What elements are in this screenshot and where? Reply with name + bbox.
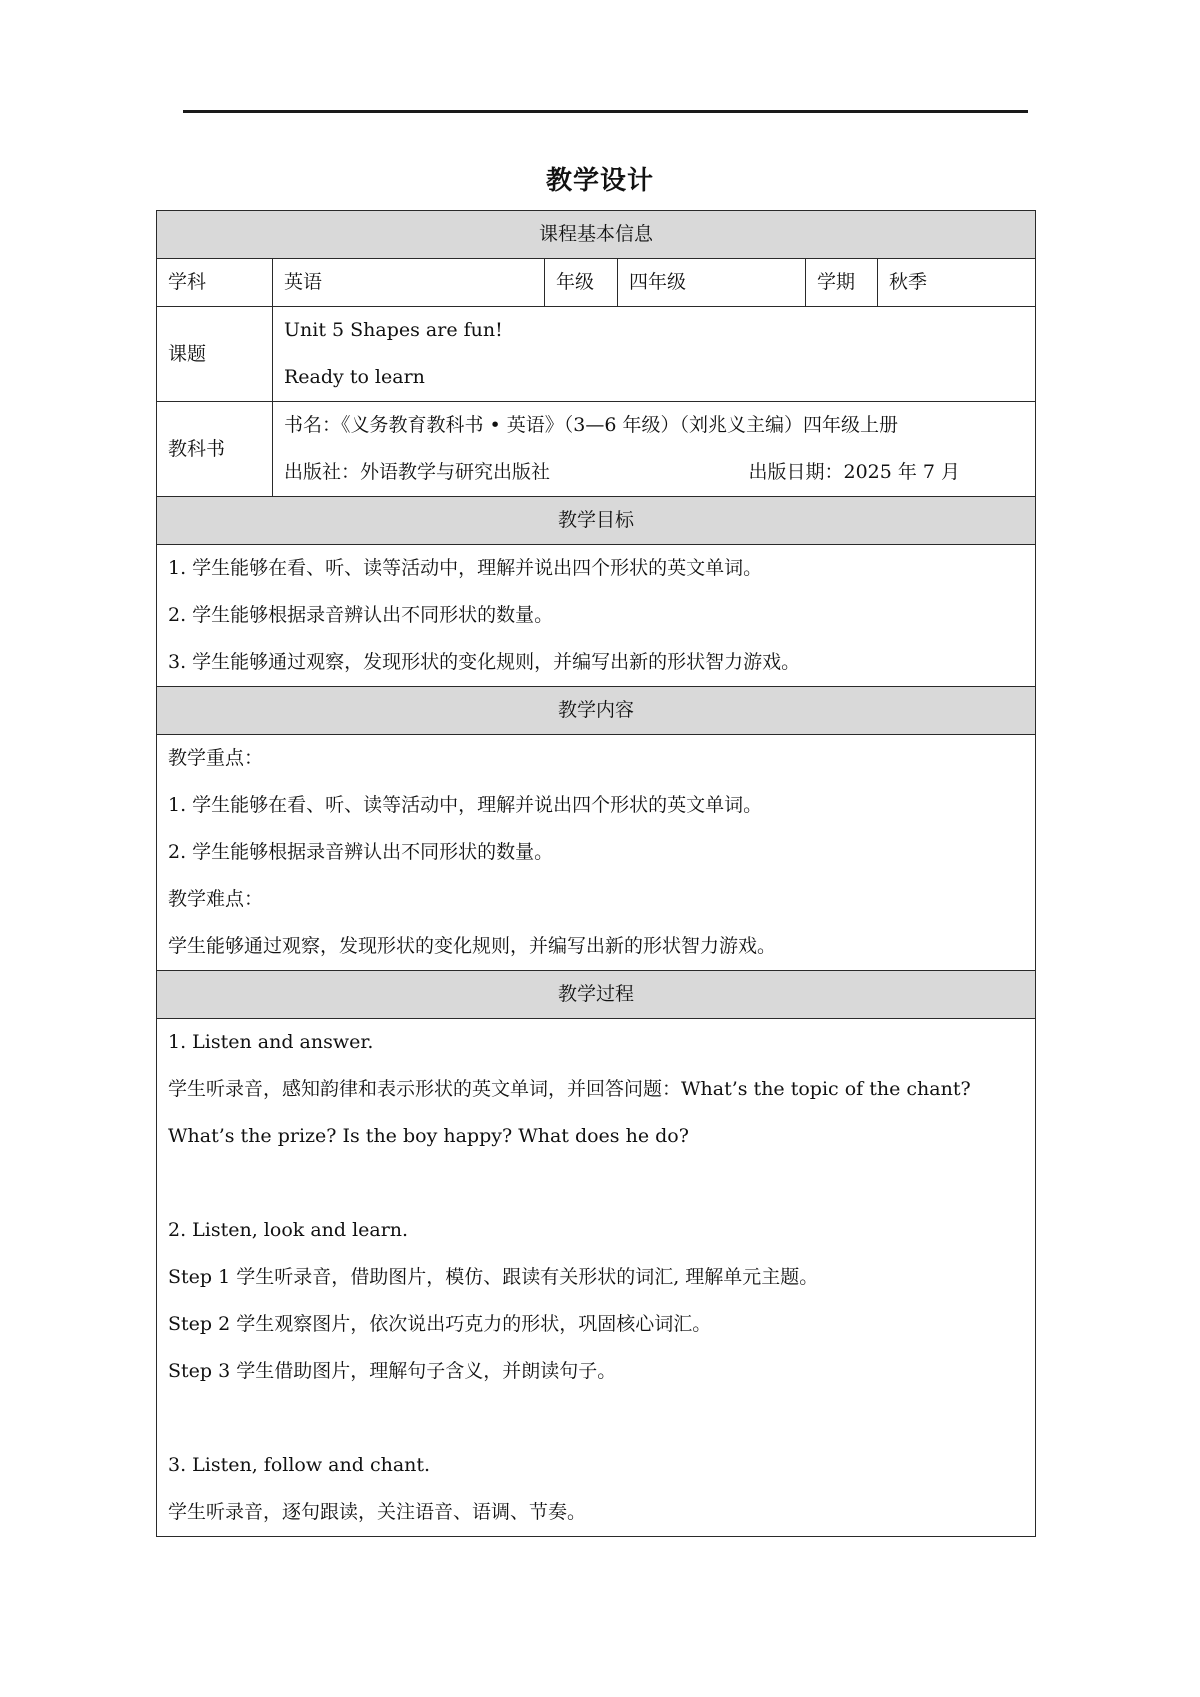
topic-value — [273, 307, 1036, 402]
difficult-points-label: 教学难点： — [168, 888, 264, 910]
process-header-row — [157, 971, 1036, 1019]
textbook-value — [273, 402, 1036, 497]
objectives-body — [157, 545, 1036, 687]
topic-line: Unit 5 Shapes are fun! — [284, 319, 503, 341]
textbook-book: 书名：《义务教育教科书 • 英语》（3—6 年级）（刘兆义主编）四年级上册 — [284, 414, 899, 436]
content-row — [157, 735, 1036, 971]
difficult-point-item: 学生能够通过观察，发现形状的变化规则，并编写出新的形状智力游戏。 — [168, 935, 777, 957]
step1-title: 1. Listen and answer. — [168, 1031, 374, 1053]
step1-line: 学生听录音，感知韵律和表示形状的英文单词，并回答问题：What’s the topic of the chant? — [168, 1078, 971, 1100]
topic-label: 课题 — [157, 307, 273, 402]
basic-info-header: 课程基本信息 — [157, 211, 1036, 259]
blank-line — [168, 1160, 1024, 1207]
basic-info-header-row — [157, 211, 1036, 259]
step2-line: Step 1 学生听录音，借助图片，模仿、跟读有关形状的词汇, 理解单元主题。 — [168, 1266, 819, 1288]
step3-line: 学生听录音，逐句跟读，关注语音、语调、节奏。 — [168, 1501, 587, 1523]
subject-label: 学科 — [157, 259, 273, 307]
textbook-row — [157, 402, 1036, 497]
key-point-item: 1. 学生能够在看、听、读等活动中，理解并说出四个形状的英文单词。 — [168, 794, 763, 816]
subject-value: 英语 — [273, 259, 545, 307]
header-rule — [183, 110, 1028, 113]
objective-item: 1. 学生能够在看、听、读等活动中，理解并说出四个形状的英文单词。 — [168, 557, 763, 579]
term-label: 学期 — [806, 259, 878, 307]
content-header: 教学内容 — [157, 687, 1036, 735]
step3-title: 3. Listen, follow and chant. — [168, 1454, 431, 1476]
step2-line: Step 2 学生观察图片，依次说出巧克力的形状，巩固核心词汇。 — [168, 1313, 712, 1335]
term-value: 秋季 — [878, 259, 1036, 307]
objectives-header: 教学目标 — [157, 497, 1036, 545]
content-body — [157, 735, 1036, 971]
objective-item: 3. 学生能够通过观察，发现形状的变化规则，并编写出新的形状智力游戏。 — [168, 651, 801, 673]
textbook-date: 出版日期：2025 年 7 月 — [748, 461, 961, 483]
textbook-publisher: 出版社：外语教学与研究出版社 — [284, 461, 551, 483]
document-title: 教学设计 — [545, 166, 654, 196]
objectives-header-row — [157, 497, 1036, 545]
textbook-publisher-row — [284, 449, 1024, 496]
lesson-plan-table — [156, 210, 1036, 1537]
step2-title: 2. Listen, look and learn. — [168, 1219, 409, 1241]
grade-value: 四年级 — [618, 259, 806, 307]
blank-line — [168, 1395, 1024, 1442]
key-points-label: 教学重点： — [168, 747, 264, 769]
step2-line: Step 3 学生借助图片，理解句子含义，并朗读句子。 — [168, 1360, 617, 1382]
objective-item: 2. 学生能够根据录音辨认出不同形状的数量。 — [168, 604, 554, 626]
step1-line: What’s the prize? Is the boy happy? What does he do? — [168, 1125, 689, 1147]
subject-row — [157, 259, 1036, 307]
topic-line: Ready to learn — [284, 366, 425, 388]
topic-row — [157, 307, 1036, 402]
process-row — [157, 1019, 1036, 1537]
textbook-label: 教科书 — [157, 402, 273, 497]
key-point-item: 2. 学生能够根据录音辨认出不同形状的数量。 — [168, 841, 554, 863]
process-body — [157, 1019, 1036, 1537]
objectives-row — [157, 545, 1036, 687]
content-header-row — [157, 687, 1036, 735]
grade-label: 年级 — [545, 259, 618, 307]
process-header: 教学过程 — [157, 971, 1036, 1019]
